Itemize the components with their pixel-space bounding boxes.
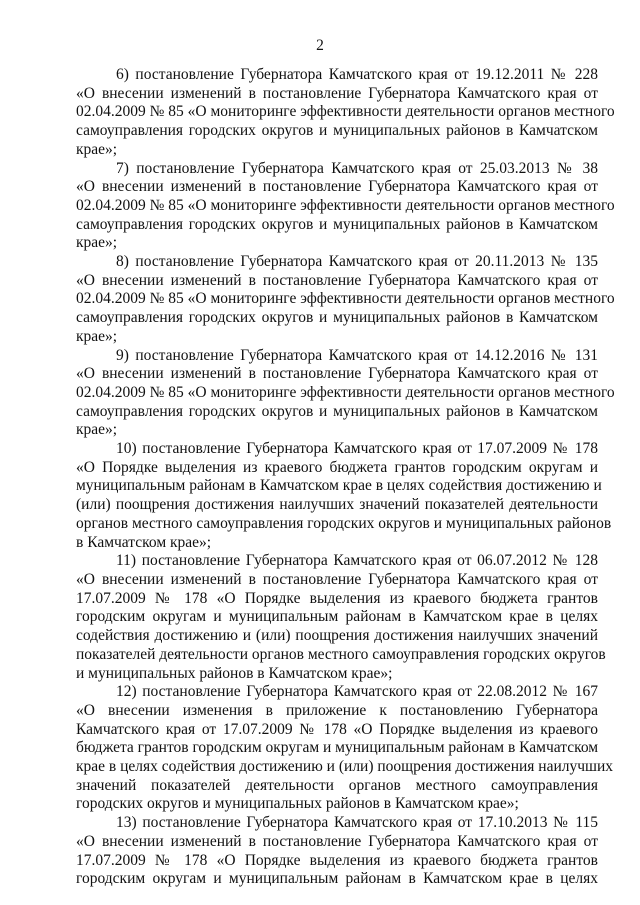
text-line: «О внесении изменений в постановление Губернатора Камчатского края от: [76, 570, 598, 588]
text-line: 6) постановление Губернатора Камчатского края от 19.12.2011 № 228: [116, 66, 598, 83]
document-body: [76, 66, 615, 889]
text-line: органов местного самоуправления городских округов и муниципальных районов: [76, 514, 612, 532]
text-line: «О внесении изменений в постановление Губернатора Камчатского края от: [76, 832, 598, 850]
text-line: «О внесении изменений в постановление Губернатора Камчатского края от: [76, 365, 598, 383]
text-line: 02.04.2009 № 85 «О мониторинге эффективности деятельности органов местного: [76, 196, 615, 214]
text-line: «О Порядке выделения из краевого бюджета грантов городским округам и: [76, 458, 598, 476]
text-line: крае»;: [76, 327, 118, 345]
text-line: 02.04.2009 № 85 «О мониторинге эффективности деятельности органов местного: [76, 290, 615, 308]
text-line: самоуправления городских округов и муниципальных районов в Камчатском: [76, 402, 598, 420]
text-line: 17.07.2009 № 178 «О Порядке выделения из краевого бюджета грантов: [76, 851, 598, 869]
text-line: значений показателей деятельности органов местного самоуправления: [76, 776, 598, 794]
list-item-paragraph: [76, 66, 615, 160]
text-line: «О внесении изменений в постановление Губернатора Камчатского края от: [76, 271, 598, 289]
list-item-paragraph: [76, 346, 615, 441]
text-line: 8) постановление Губернатора Камчатского края от 20.11.2013 № 135: [116, 253, 598, 271]
text-line: бюджета грантов городским округам и муниципальным районам в Камчатском: [76, 739, 599, 757]
text-line: Камчатского края от 17.07.2009 № 178 «О Порядке выделения из краевого: [76, 720, 598, 738]
text-line: 02.04.2009 № 85 «О мониторинге эффективности деятельности органов местного: [76, 103, 615, 121]
text-line: (или) поощрения достижения наилучших значений показателей деятельности: [76, 496, 598, 514]
text-line: 12) постановление Губернатора Камчатского края от 22.08.2012 № 167: [116, 683, 598, 701]
text-line: 17.07.2009 № 178 «О Порядке выделения из краевого бюджета грантов: [76, 589, 598, 607]
text-line: городским округам и муниципальным районам в Камчатском крае в целях: [76, 608, 598, 626]
text-line: содействия достижению и (или) поощрения достижения наилучших значений: [76, 627, 598, 645]
page-number: 2: [316, 37, 324, 54]
text-line: 11) постановление Губернатора Камчатского края от 06.07.2012 № 128: [116, 552, 598, 570]
text-line: самоуправления городских округов и муниципальных районов в Камчатском: [76, 215, 598, 233]
list-item-paragraph: [76, 440, 612, 552]
text-line: 9) постановление Губернатора Камчатского края от 14.12.2016 № 131: [116, 346, 598, 364]
list-item-paragraph: [76, 253, 615, 347]
text-line: городским округам и муниципальным районам в Камчатском крае в целях: [76, 870, 598, 888]
text-line: крае»;: [76, 421, 118, 439]
text-line: в Камчатском крае»;: [76, 533, 212, 551]
text-line: 02.04.2009 № 85 «О мониторинге эффективности деятельности органов местного: [76, 383, 615, 401]
text-line: самоуправления городских округов и муниципальных районов в Камчатском: [76, 122, 598, 140]
text-line: показателей деятельности органов местного самоуправления городских округов: [76, 645, 606, 663]
list-item-paragraph: [76, 814, 598, 889]
text-line: крае»;: [76, 140, 118, 158]
list-item-paragraph: [76, 159, 615, 254]
text-line: крае в целях содействия достижению и (или) поощрения достижения наилучших: [76, 758, 614, 776]
text-line: крае»;: [76, 234, 118, 252]
list-item-paragraph: [76, 683, 614, 814]
text-line: 7) постановление Губернатора Камчатского края от 25.03.2013 № 38: [116, 159, 598, 177]
text-line: муниципальным районам в Камчатском крае в целях содействия достижению и: [76, 477, 602, 495]
text-line: городских округов и муниципальных районов в Камчатском крае»;: [76, 795, 519, 813]
text-line: 10) постановление Губернатора Камчатского края от 17.07.2009 № 178: [116, 440, 598, 458]
list-item-paragraph: [76, 552, 606, 683]
text-line: «О внесении изменения в приложение к постановлению Губернатора: [76, 701, 598, 719]
text-line: «О внесении изменений в постановление Губернатора Камчатского края от: [76, 84, 598, 102]
text-line: 13) постановление Губернатора Камчатского края от 17.10.2013 № 115: [116, 814, 598, 832]
text-line: самоуправления городских округов и муниципальных районов в Камчатском: [76, 309, 598, 327]
text-line: «О внесении изменений в постановление Губернатора Камчатского края от: [76, 178, 598, 196]
text-line: и муниципальных районов в Камчатском крае»;: [76, 664, 393, 682]
